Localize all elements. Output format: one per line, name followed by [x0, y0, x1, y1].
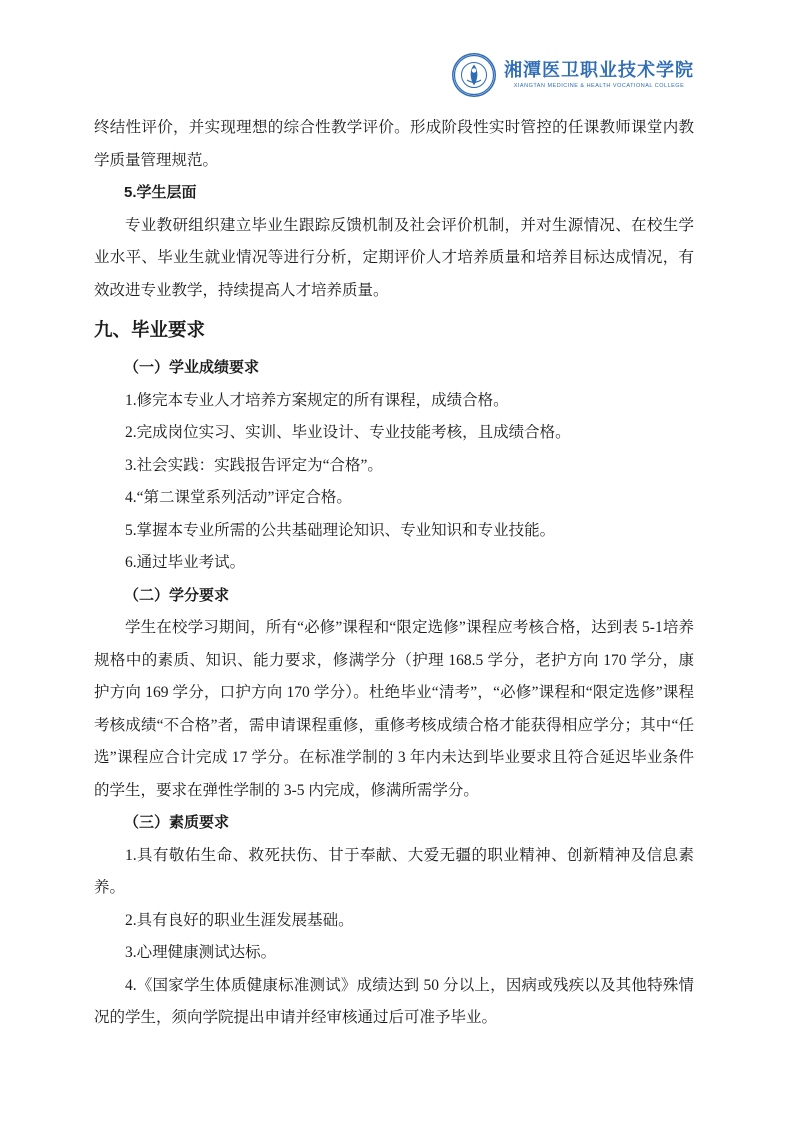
section-heading-graduation-requirements: 九、毕业要求: [94, 319, 206, 340]
subheading-academic-performance: （一）学业成绩要求: [124, 359, 260, 376]
subheading-quality-requirements: （三）素质要求: [124, 814, 230, 831]
paragraph-continued: 终结性评价，并实现理想的综合性教学评价。形成阶段性实时管控的任课教师课堂内教学质量管理规范。: [94, 119, 694, 169]
list-item: 2.具有良好的职业生涯发展基础。: [125, 911, 354, 929]
college-seal-icon: [451, 52, 497, 98]
subheading-credit-requirements: （二）学分要求: [124, 586, 230, 604]
list-item: 6.通过毕业考试。: [125, 554, 246, 571]
college-name-en: XIANGTAN MEDICINE & HEALTH VOCATIONAL COLLEGE: [513, 83, 685, 90]
list-item: 5.掌握本专业所需的公共基础理论知识、专业知识和专业技能。: [125, 521, 556, 539]
page-header: [451, 52, 694, 98]
list-item: 3.心理健康测试达标。: [125, 944, 277, 961]
paragraph: 4.《国家学生体质健康标准测试》成绩达到 50 分以上，因病或残疾以及其他特殊情况的学生，须向学院提出申请并经审核通过后可准予毕业。: [94, 976, 694, 1026]
college-name-block: [504, 61, 694, 90]
college-name-cn: 湘潭医卫职业技术学院: [504, 59, 694, 80]
list-item: 1.修完本专业人才培养方案规定的所有课程，成绩合格。: [125, 391, 509, 409]
list-item: 4.“第二课堂系列活动”评定合格。: [125, 489, 352, 506]
list-item: 3.社会实践：实践报告评定为“合格”。: [125, 456, 383, 474]
document-content: [94, 112, 694, 1035]
list-item: 2.完成岗位实习、实训、毕业设计、专业技能考核，且成绩合格。: [125, 424, 571, 441]
paragraph: 学生在校学习期间，所有“必修”课程和“限定选修”课程应考核合格，达到表 5-1培养规格中的素质、知识、能力要求，修满学分（护理 168.5 学分，老护方向 170 学分，康护方向 169 学分，口护方向 170 学分）。杜绝毕业“清考”，“必修”课程和“限定选修”课程考核成绩“不合格”者，需申请课程重修，重修考核成绩合格才能获得相应学分；其中“任选”课程应合计完成 17 学分。在标准学制的 3 年内未达到毕业要求且符合延迟毕业条件的学生，要求在弹性学制的 3-5 内完成，修满所需学分。: [94, 619, 694, 799]
paragraph: 1.具有敬佑生命、救死扶伤、甘于奉献、大爱无疆的职业精神、创新精神及信息素养。: [94, 846, 694, 896]
subheading-student-level: 5.学生层面: [124, 184, 197, 201]
college-logo: [451, 52, 694, 98]
paragraph: 专业教研组织建立毕业生跟踪反馈机制及社会评价机制，并对生源情况、在校生学业水平、毕业生就业情况等进行分析，定期评价人才培养质量和培养目标达成情况，有效改进专业教学，持续提高人才培养质量。: [94, 216, 694, 299]
